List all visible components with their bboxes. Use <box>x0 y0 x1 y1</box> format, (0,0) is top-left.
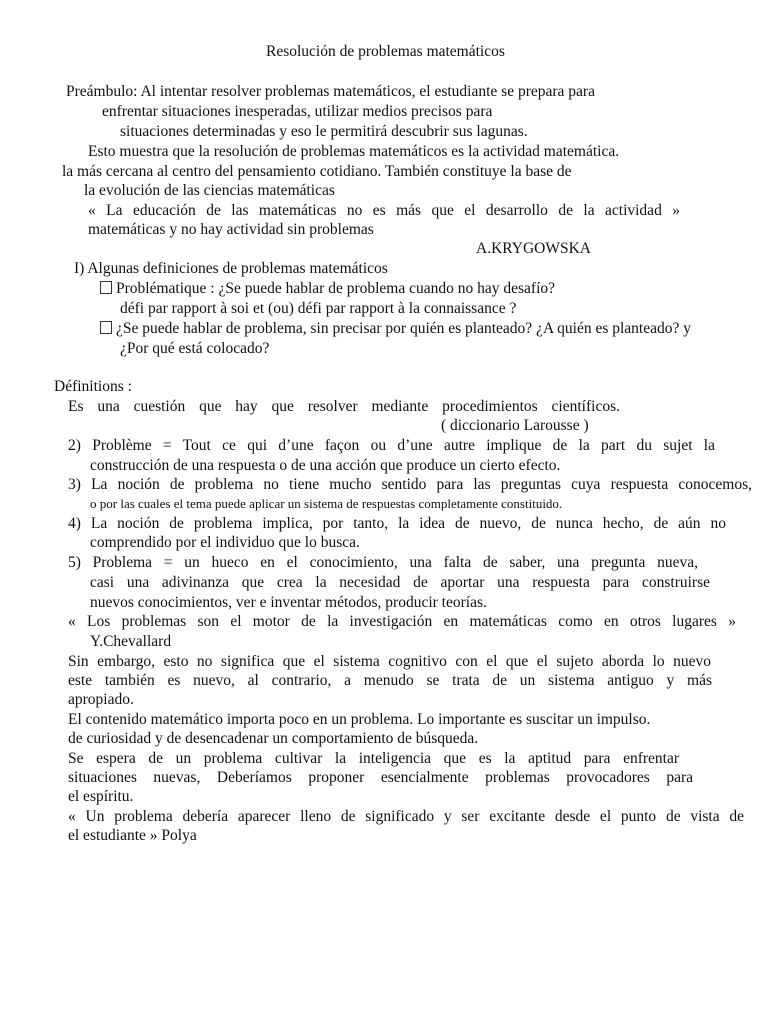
preamble-line: la más cercana al centro del pensamiento cotidiano. También constituye la base de <box>62 163 572 180</box>
preamble-line: Preámbulo: Al intentar resolver problemas matemáticos, el estudiante se prepara para <box>66 83 595 100</box>
definition-line: 3) La noción de problema no tiene mucho sentido para las preguntas cuya respuesta conocemos, <box>68 476 752 493</box>
preamble-line: enfrentar situaciones inesperadas, utilizar medios precisos para <box>102 103 493 120</box>
bullet-item <box>100 279 555 298</box>
quote-line: « Los problemas son el motor de la investigación en matemáticas como en otros lugares » <box>68 613 736 630</box>
definition-line: casi una adivinanza que crea la necesidad de aportar una respuesta para construirse <box>90 574 710 591</box>
quote-author: A.KRYGOWSKA <box>476 240 591 257</box>
body-line: el estudiante » Polya <box>68 827 197 844</box>
page-title: Resolución de problemas matemáticos <box>266 43 505 60</box>
definitions-heading: Définitions : <box>54 378 132 395</box>
definition-line: o por las cuales el tema puede aplicar un sistema de respuestas completamente constituido. <box>90 496 563 511</box>
bullet-text: ¿Por qué está colocado? <box>120 340 270 357</box>
checkbox-icon <box>100 321 112 334</box>
preamble-line: la evolución de las ciencias matemáticas <box>84 182 335 199</box>
body-line: « Un problema debería aparecer lleno de significado y ser excitante desde el punto de vista de <box>68 808 744 825</box>
body-line: el espíritu. <box>68 788 134 805</box>
bullet-text: ¿Se puede hablar de problema, sin precisar por quién es planteado? ¿A quién es planteado? y <box>116 320 692 337</box>
definition-line: 5) Problema = un hueco en el conocimiento, una falta de saber, una pregunta nueva, <box>68 554 698 571</box>
quote-author: Y.Chevallard <box>90 633 172 650</box>
body-line: Se espera de un problema cultivar la inteligencia que es la aptitud para enfrentar <box>68 750 679 767</box>
definition-line: 4) La noción de problema implica, por tanto, la idea de nuevo, de nunca hecho, de aún no <box>68 515 726 532</box>
quote-line: matemáticas y no hay actividad sin problemas <box>88 221 374 238</box>
definition-line: comprendido por el individuo que lo busca. <box>90 534 360 551</box>
preamble-line: Esto muestra que la resolución de problemas matemáticos es la actividad matemática. <box>88 143 620 160</box>
bullet-text: Problématique : ¿Se puede hablar de problema cuando no hay desafío? <box>116 280 556 297</box>
body-line: este también es nuevo, al contrario, a menudo se trata de un sistema antiguo y más <box>68 672 712 689</box>
body-line: Sin embargo, esto no significa que el sistema cognitivo con el que el sujeto aborda lo nuevo <box>68 653 711 670</box>
definition-source: ( diccionario Larousse ) <box>441 417 589 434</box>
body-line: El contenido matemático importa poco en un problema. Lo importante es suscitar un impulso. <box>68 711 651 728</box>
bullet-item <box>100 319 691 338</box>
body-line: apropiado. <box>68 691 134 708</box>
preamble-line: situaciones determinadas y eso le permitirá descubrir sus lagunas. <box>120 123 528 140</box>
definition-line: construcción de una respuesta o de una acción que produce un cierto efecto. <box>90 457 561 474</box>
definition-line: nuevos conocimientos, ver e inventar métodos, producir teorías. <box>90 594 487 611</box>
quote-line: « La educación de las matemáticas no es más que el desarrollo de la actividad » <box>88 202 680 219</box>
bullet-text: défi par rapport à soi et (ou) défi par rapport à la connaissance ? <box>120 300 517 317</box>
body-line: de curiosidad y de desencadenar un comportamiento de búsqueda. <box>68 730 479 747</box>
body-line: situaciones nuevas, Deberíamos proponer esencialmente problemas provocadores para <box>68 769 693 786</box>
definition-line: 2) Problème = Tout ce qui d’une façon ou d’une autre implique de la part du sujet la <box>68 437 715 454</box>
section-heading: I) Algunas definiciones de problemas matemáticos <box>74 260 388 277</box>
definition-line: Es una cuestión que hay que resolver mediante procedimientos científicos. <box>68 398 620 415</box>
checkbox-icon <box>100 281 112 294</box>
